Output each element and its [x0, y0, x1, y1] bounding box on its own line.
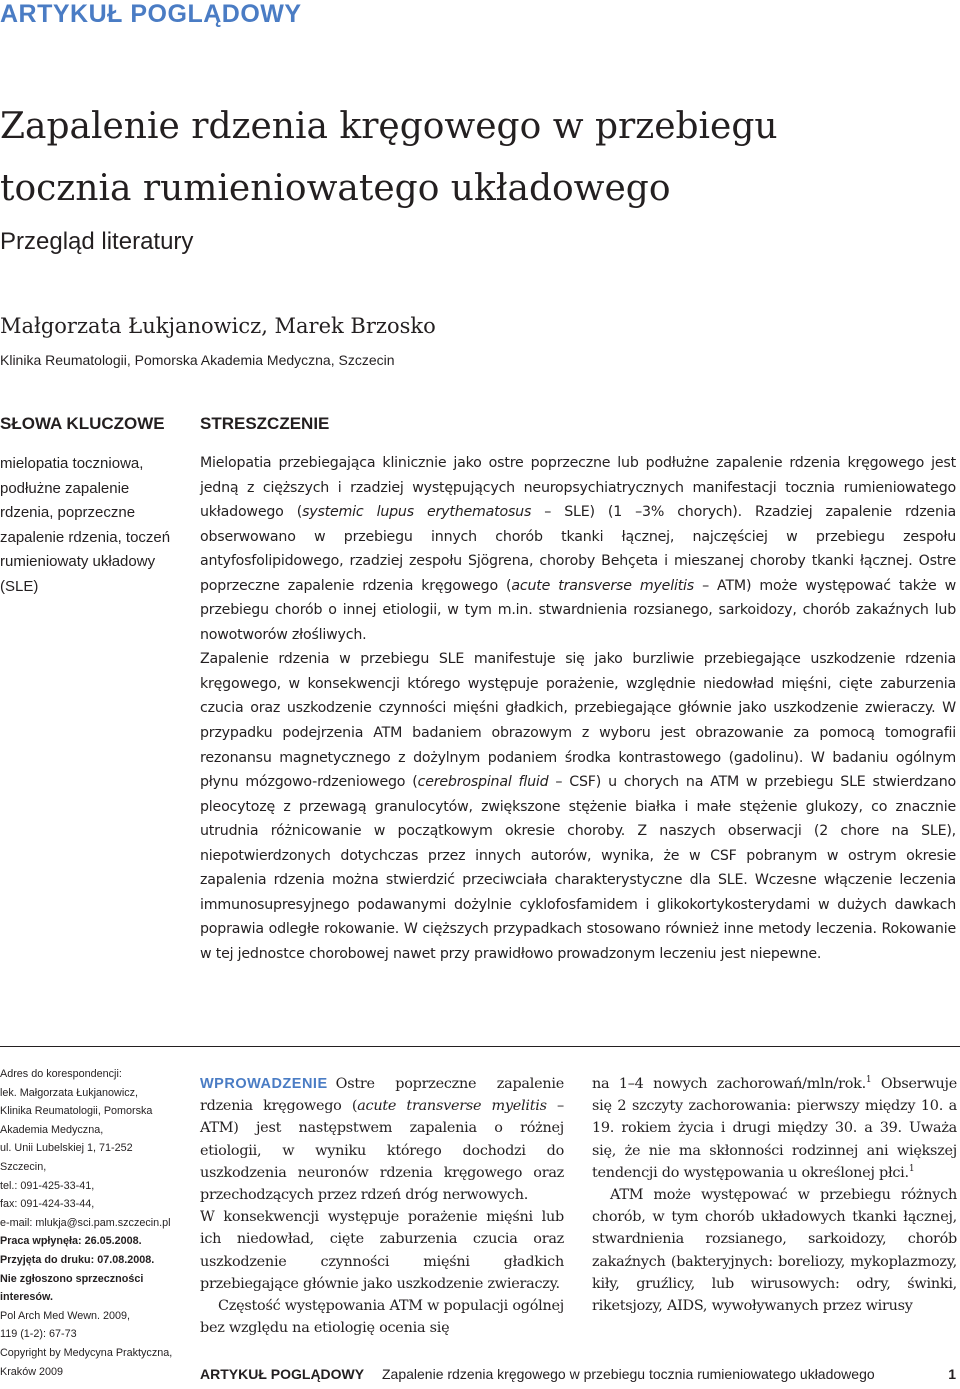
- page-number: 1: [948, 1366, 956, 1382]
- copyright: Copyright by Medycyna Praktyczna, Kraków 2009: [0, 1346, 173, 1378]
- intro-paragraph-1: [200, 1073, 564, 1206]
- intro-text: Ostre poprzeczne zapalenie rdzenia kręgowego (: [200, 1076, 564, 1115]
- correspondence-line: Klinika Reumatologii, Pomorska: [0, 1105, 153, 1118]
- title-line-2: tocznia rumieniowatego układowego: [0, 168, 671, 209]
- abstract-text: Zapalenie rdzenia w przebiegu SLE manifestuje się jako burzliwie przebiegające uszkodzenie rdzenia kręgowego, w konsekwencji którego występuje porażenie, względnie niedowład mięśni, cięte zaburzenia czucia oraz uszkodzenie czynności mięśni gładkich, przebiegające głównie jako uszkodzenie zwieraczy. W przypadku podejrzenia ATM badaniem obrazowym z wyboru jest obrazowanie za pomocą tomografii rezonansu magnetycznego z dożylnym podaniem środka kontrastowego (gadolinu). W badaniu ogólnym płynu mózgowo-rdzeniowego (: [200, 651, 956, 791]
- affiliation: Klinika Reumatologii, Pomorska Akademia Medyczna, Szczecin: [0, 352, 395, 368]
- footer-section: ARTYKUŁ POGLĄDOWY: [200, 1366, 365, 1382]
- citation-line-1: Pol Arch Med Wewn. 2009,: [0, 1309, 131, 1322]
- intro-text: Obserwuje się 2 szczyty zachorowania: pierwszy między 10. a 19. rokiem życia i drugi między 30. a 39. Uważa się, że nie ma skłonności rodzinnej ani większej tendencji do występowania u określonej płci.: [592, 1076, 957, 1181]
- abstract-text: – CSF) u chorych na ATM w przebiegu SLE stwierdzano pleocytozę z przewagą granulocytów, zwiększone stężenie białka i małe stężenie glukozy, co znacznie utrudnia różnicowanie w początkowym okresie choroby. Z naszych obserwacji (2 chore na SLE), niepotwierdzonych dotychczas przez innych autorów, wynika, że w CSF pobranym w ostrym okresie zapalenia rdzenia można stwierdzić przeciwciała charakterystyczne dla SLE. Wczesne włączenie leczenia immunosupresyjnego podawanymi dożylnie cyklofosfamidem i glikokortykosterydami w dużych dawkach poprawia odległe rokowanie. W cięższych przypadkach stosowano również inne metody leczenia. Rokowanie w tej jednostce chorobowej nawet przy prawidłowo prowadzonym leczeniu jest niepewne.: [200, 774, 956, 962]
- section-label: ARTYKUŁ POGLĄDOWY: [0, 0, 302, 28]
- intro-column-1: [200, 1073, 564, 1339]
- correspondence-email[interactable]: e-mail: mlukja@sci.pam.szczecin.pl: [0, 1216, 171, 1229]
- received-date: Praca wpłynęła: 26.05.2008.: [0, 1235, 142, 1248]
- keywords-heading: SŁOWA KLUCZOWE: [0, 414, 165, 433]
- correspondence-heading: Adres do korespondencji:: [0, 1068, 122, 1080]
- correspondence-line: tel.: 091-425-33-41,: [0, 1179, 95, 1192]
- correspondence-line: fax: 091-424-33-44,: [0, 1198, 95, 1211]
- accepted-date: Przyjęta do druku: 07.08.2008.: [0, 1253, 155, 1266]
- abstract-term: acute transverse myelitis: [511, 577, 694, 594]
- correspondence-line: Akademia Medyczna,: [0, 1123, 104, 1136]
- correspondence-block: [0, 1065, 180, 1381]
- title-line-1: Zapalenie rdzenia kręgowego w przebiegu: [0, 106, 778, 147]
- intro-heading: WPROWADZENIE: [200, 1076, 328, 1092]
- intro-paragraph-5: ATM może występować w przebiegu różnych chorób, w tym chorób układowych tkanki łącznej, stwardnienia rozsianego, sarkoidozy, chorób zakaźnych (bakteryjnych: boreliozy, mykoplazmozy, kiły, gruźlicy, lub wirusowych: odry, świnki, riketsjozy, AIDS, wywoływanych przez wirusy: [592, 1187, 957, 1315]
- intro-paragraph-3: Częstość występowania ATM w populacji ogólnej bez względu na etiologię ocenia się: [200, 1298, 564, 1337]
- intro-text: – ATM) jest następstwem zapalenia o różnej etiologii, w wyniku którego dochodzi do uszkodzenia neuronów rdzenia kręgowego oraz przechodzących przez rdzeń dróg nerwowych.: [200, 1098, 564, 1204]
- footer-title: Zapalenie rdzenia kręgowego w przebiegu tocznia rumieniowatego układowego: [382, 1366, 875, 1382]
- abstract-text: – ATM) może występować także w przebiegu chorób o innej etiologii, w tym m.in. stwardnienia rozsianego, sarkoidozy, chorób zakaźnych lub nowotworów złośliwych.: [200, 577, 957, 643]
- abstract-heading: STRESZCZENIE: [200, 414, 330, 433]
- intro-term: acute transverse myelitis: [357, 1098, 547, 1115]
- citation-line-2: 119 (1-2): 67-73: [0, 1328, 77, 1341]
- abstract-paragraph-3: [200, 647, 956, 966]
- abstract-text: Ostre poprzeczne zapalenie rdzenia kręgowego (: [200, 553, 956, 594]
- conflict-statement: Nie zgłoszono sprzeczności interesów.: [0, 1272, 144, 1304]
- article-title: [0, 96, 950, 220]
- intro-paragraph-4: [592, 1073, 957, 1184]
- correspondence-line: lek. Małgorzata Łukjanowicz,: [0, 1086, 139, 1099]
- section-divider: [0, 1046, 960, 1047]
- abstract-term: cerebrospinal fluid: [417, 774, 549, 791]
- abstract-text: Mielopatia przebiegająca klinicznie jako ostre poprzeczne lub podłużne zapalenie rdzenia kręgowego jest jedną z cięższych i rzadziej występujących neuropsychiatrycznych manifestacji tocznia rumieniowatego układowego (: [200, 455, 956, 521]
- reference-marker[interactable]: 1: [908, 1164, 915, 1175]
- intro-text: na 1–4 nowych zachorowań/mln/rok.: [592, 1076, 866, 1092]
- abstract-term: systemic lupus erythematosus: [302, 504, 532, 521]
- abstract-text: – SLE) (1 –3% chorych). Rzadziej zapalenie rdzenia obserwowano w przebiegu innych chorób tkanki łącznej, najczęściej w przebiegu zespołu antyfosfolipidowego, rzadziej zespołu Sjögrena, choroby Behçeta i mieszanej choroby tkanki łącznej.: [200, 504, 956, 570]
- keywords-text: mielopatia toczniowa, podłużne zapalenie rdzenia, poprzeczne zapalenie rdzenia, toczeń rumieniowaty układowy (SLE): [0, 455, 171, 595]
- page-footer: [200, 1366, 956, 1382]
- correspondence-line: ul. Unii Lubelskiej 1, 71-252 Szczecin,: [0, 1142, 133, 1173]
- abstract-paragraph-1: [200, 451, 956, 647]
- abstract-body: [200, 451, 956, 966]
- article-subtitle: Przegląd literatury: [0, 228, 194, 255]
- reference-marker[interactable]: 1: [865, 1075, 872, 1086]
- intro-paragraph-2: W konsekwencji występuje porażenie mięśni lub ich niedowład, cięte zaburzenia czucia oraz uszkodzenie czynności mięśni gładkich przebiegające głównie jako uszkodzenie zwieraczy.: [200, 1209, 564, 1292]
- authors: Małgorzata Łukjanowicz, Marek Brzosko: [0, 314, 436, 338]
- intro-column-2: [592, 1073, 957, 1317]
